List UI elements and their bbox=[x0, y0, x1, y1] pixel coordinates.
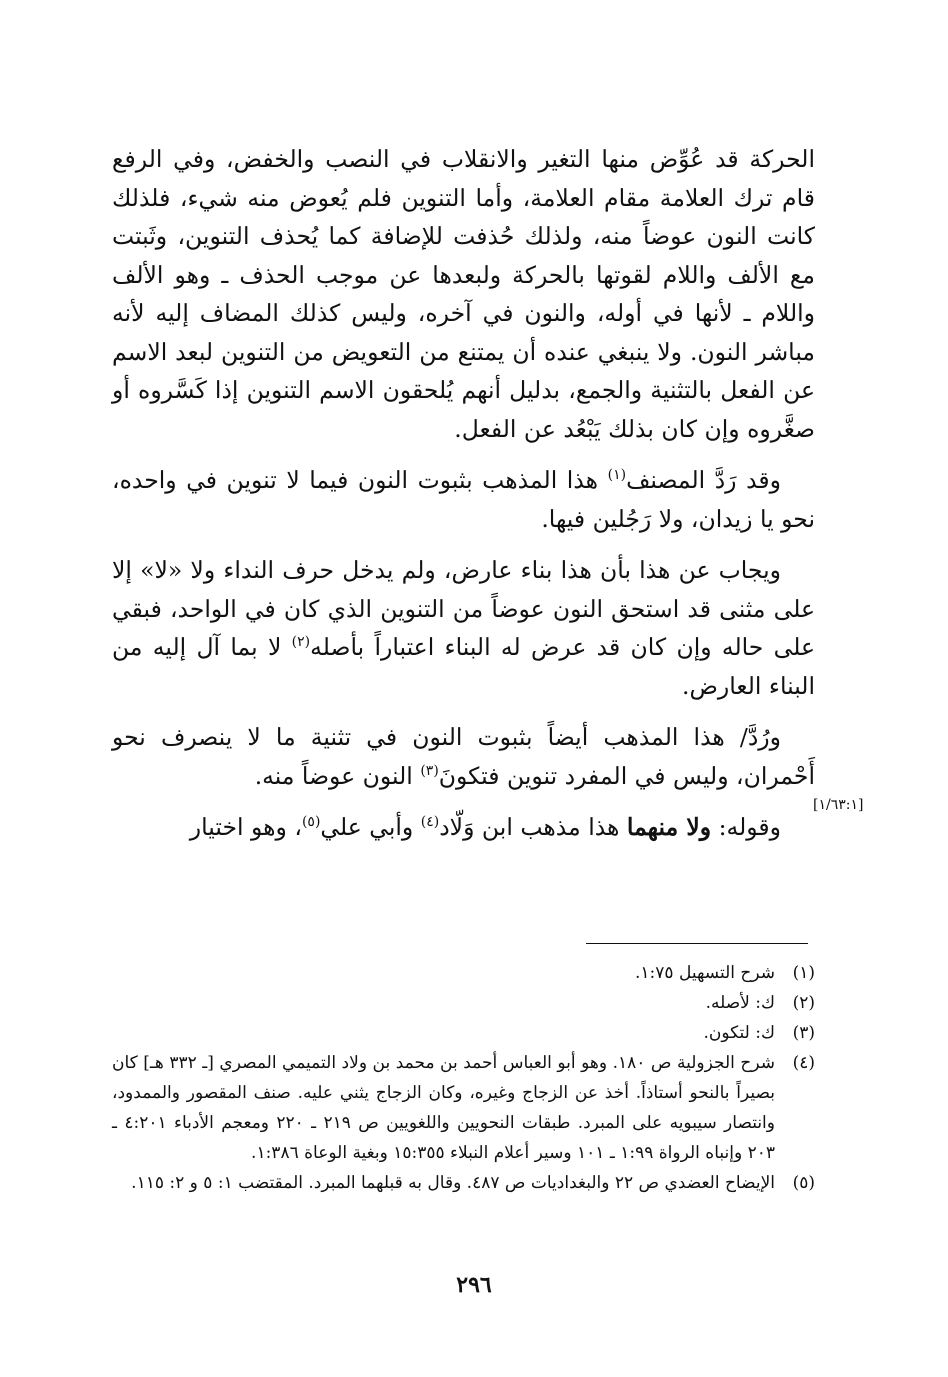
paragraph-4-part-a: ورُدَّ/ هذا المذهب أيضاً بثبوت النون في تثنية ما لا ينصرف نحو أَحْمران، وليس في المفرد تنوين فتكونَ bbox=[112, 723, 815, 790]
footnote-text: شرح التسهيل ١:٧٥. bbox=[635, 963, 775, 983]
footnote-number: (٣) bbox=[792, 1023, 815, 1043]
footnote-number: (٢) bbox=[792, 993, 815, 1013]
footnote-text: ك: لأصله. bbox=[705, 993, 775, 1013]
footnote-item bbox=[112, 1018, 815, 1048]
paragraph-4-part-b: النون عوضاً منه. bbox=[254, 761, 421, 790]
paragraph-2-part-a: وقد رَدَّ المصنف bbox=[626, 466, 781, 494]
paragraph-3-part-a: ويجاب عن هذا بأن هذا بناء عارض، ولم يدخل حرف النداء ولا «لا» إلا على مثنى قد استحق النون عوضاً من التنوين الذي كان في الواحد، فبقي على حاله وإن كان قد عرض له البناء اعتباراً بأصله bbox=[112, 556, 816, 661]
paragraph-5-bold-quote: ولا منهما bbox=[626, 813, 712, 841]
footnote-ref-5: (٥) bbox=[301, 814, 321, 831]
main-text bbox=[112, 140, 815, 847]
paragraph-4 bbox=[112, 718, 815, 795]
footnote-text: الإيضاح العضدي ص ٢٢ والبغداديات ص ٤٨٧. وقال به قبلهما المبرد. المقتضب ١: ٥ و ٢: ١١٥. bbox=[131, 1173, 775, 1193]
paragraph-2 bbox=[112, 461, 815, 538]
page-number: ٢٩٦ bbox=[456, 1272, 492, 1298]
manuscript-folio-reference: [١/٦٣:١] bbox=[813, 797, 864, 813]
footnote-item bbox=[112, 1168, 815, 1198]
footnote-ref-2: (٢) bbox=[291, 634, 311, 651]
footnote-number: (٥) bbox=[792, 1173, 815, 1193]
paragraph-5-part-b: هذا مذهب ابن وَلّاد bbox=[439, 813, 627, 841]
footnote-text: شرح الجزولية ص ١٨٠. وهو أبو العباس أحمد بن محمد بن ولاد التميمي المصري [ـ ٣٣٢ هـ] كان بصيراً بالنحو أستاذاً. أخذ عن الزجاج وغيره، وكان الزجاج يثني عليه. صنف المقصور والممدود، وانتصار سيبويه على المبرد. طبقات النحويين واللغويين ص ٢١٩ ـ ٢٢٠ ومعجم الأدباء ٤:٢٠١ ـ ٢٠٣ وإنباه الرواة ١:٩٩ ـ ١٠١ وسير أعلام النبلاء ١٥:٣٥٥ وبغية الوعاة ١:٣٨٦. bbox=[112, 1053, 775, 1163]
footnote-ref-3: (٣) bbox=[420, 762, 439, 779]
paragraph-5-part-a: وقوله: bbox=[711, 813, 781, 841]
footnote-number: (٤) bbox=[792, 1053, 815, 1073]
paragraph-1: الحركة قد عُوِّض منها التغير والانقلاب في النصب والخفض، وفي الرفع قام ترك العلامة مقام العلامة، وأما التنوين فلم يُعوض منه شيء، فلذلك كانت النون عوضاً منه، ولذلك حُذفت للإضافة كما يُحذف التنوين، وثَبتت مع الألف واللام لقوتها بالحركة ولبعدها عن موجب الحذف ـ وهو الألف واللام ـ لأنها في أوله، والنون في آخره، وليس كذلك المضاف إليه لأنه مباشر النون. ولا ينبغي عنده أن يمتنع من التعويض من التنوين لبعد الاسم عن الفعل بالتثنية والجمع، بدليل أنهم يُلحقون الاسم التنوين إذا كَسَّروه أو صغَّروه وإن كان بذلك يَبْعُد عن الفعل. bbox=[112, 145, 815, 443]
footnotes bbox=[112, 958, 815, 1198]
footnote-ref-1: (١) bbox=[607, 467, 627, 484]
footnote-item bbox=[112, 958, 815, 988]
footnote-text: ك: لتكون. bbox=[703, 1023, 775, 1043]
footnote-ref-4: (٤) bbox=[420, 814, 440, 831]
paragraph-5 bbox=[112, 808, 815, 847]
footnote-item bbox=[112, 988, 815, 1018]
paragraph-5-part-d: ، وهو اختيار bbox=[189, 813, 302, 841]
paragraph-3 bbox=[112, 551, 815, 705]
footnote-separator bbox=[586, 943, 808, 944]
footnote-item bbox=[112, 1048, 815, 1168]
paragraph-3-part-b: لا بما آل إليه من البناء العارض. bbox=[112, 633, 815, 700]
footnote-number: (١) bbox=[792, 963, 815, 983]
paragraph-2-part-b: هذا المذهب بثبوت النون فيما لا تنوين في واحده، نحو يا زيدان، ولا رَجُلين فيها. bbox=[112, 466, 815, 533]
paragraph-5-part-c: وأبي علي bbox=[320, 813, 421, 841]
